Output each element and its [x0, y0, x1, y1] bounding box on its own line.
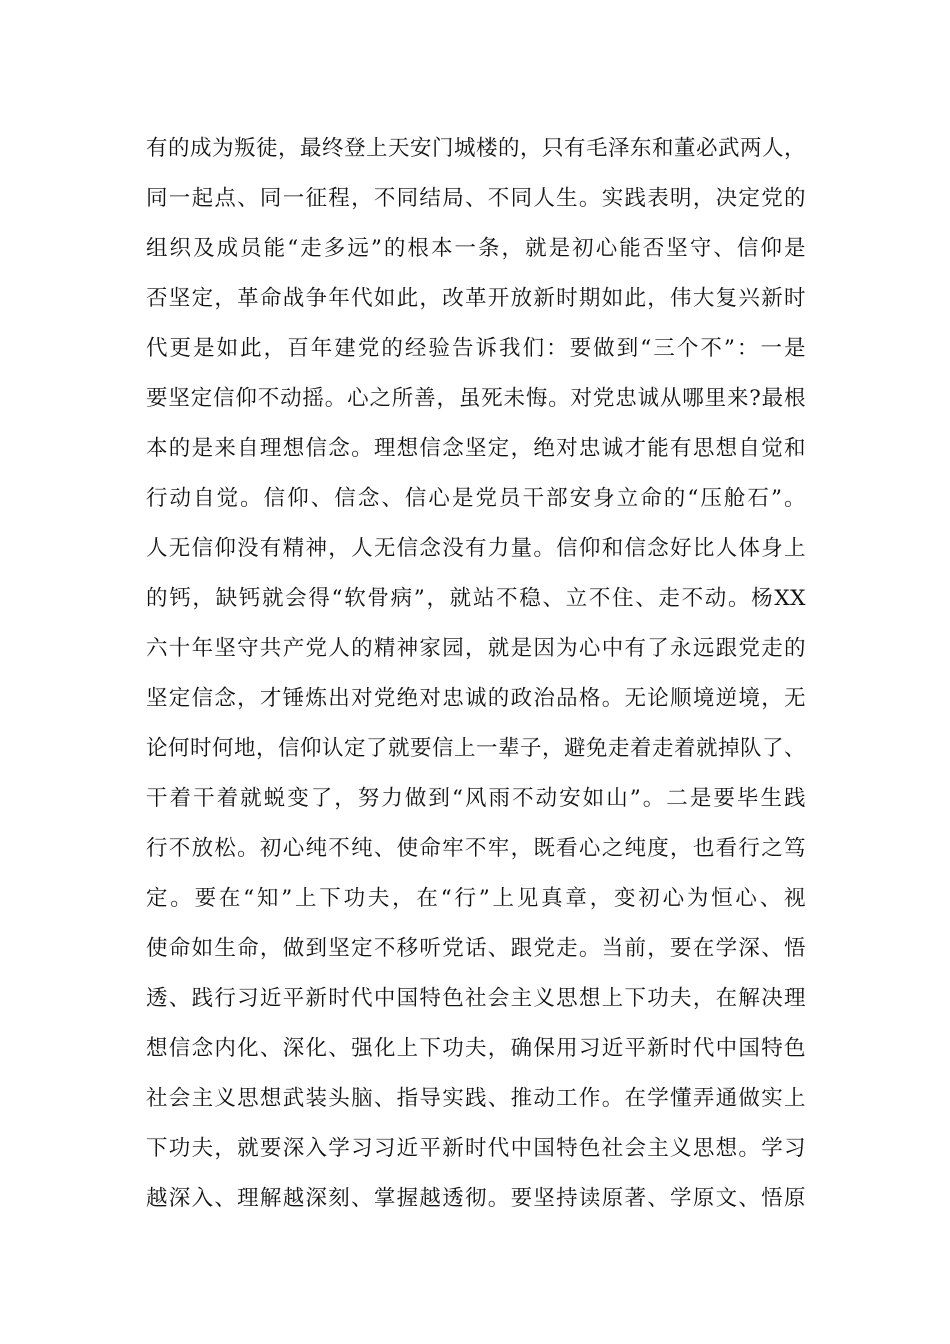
text-line: 行不放松。初心纯不纯、使命牢不牢，既看心之纯度，也看行之笃: [146, 836, 806, 861]
text-line: 本的是来自理想信念。理想信念坚定，绝对忠诚才能有思想自觉和: [146, 436, 806, 461]
text-line: 行动自觉。信仰、信念、信心是党员干部安身立命的“压舱石”。: [146, 486, 806, 511]
text-line: 的钙，缺钙就会得“软骨病”，就站不稳、立不住、走不动。杨XX: [146, 586, 806, 611]
text-line: 越深入、理解越深刻、掌握越透彻。要坚持读原著、学原文、悟原: [146, 1186, 806, 1211]
text-line: 社会主义思想武装头脑、指导实践、推动工作。在学懂弄通做实上: [146, 1086, 806, 1111]
text-line: 定。要在“知”上下功夫，在“行”上见真章，变初心为恒心、视: [146, 886, 806, 911]
text-line: 使命如生命，做到坚定不移听党话、跟党走。当前，要在学深、悟: [146, 936, 806, 961]
text-line: 代更是如此，百年建党的经验告诉我们：要做到“三个不”：一是: [146, 336, 806, 361]
text-line: 透、践行习近平新时代中国特色社会主义思想上下功夫，在解决理: [146, 986, 806, 1011]
text-line: 论何时何地，信仰认定了就要信上一辈子，避免走着走着就掉队了、: [146, 736, 807, 761]
text-line: 六十年坚守共产党人的精神家园，就是因为心中有了永远跟党走的: [146, 636, 806, 661]
text-line: 要坚定信仰不动摇。心之所善，虽死未悔。对党忠诚从哪里来?最根: [146, 386, 806, 411]
body-text: [146, 124, 806, 1224]
text-line: 有的成为叛徒，最终登上天安门城楼的，只有毛泽东和董必武两人，: [146, 136, 807, 161]
text-line: 否坚定，革命战争年代如此，改革开放新时期如此，伟大复兴新时: [146, 286, 806, 311]
text-line: 坚定信念，才锤炼出对党绝对忠诚的政治品格。无论顺境逆境，无: [146, 686, 806, 711]
text-line: 人无信仰没有精神，人无信念没有力量。信仰和信念好比人体身上: [146, 536, 806, 561]
text-line: 下功夫，就要深入学习习近平新时代中国特色社会主义思想。学习: [146, 1136, 806, 1161]
text-line: 组织及成员能“走多远”的根本一条，就是初心能否坚守、信仰是: [146, 236, 806, 261]
text-line: 同一起点、同一征程，不同结局、不同人生。实践表明，决定党的: [146, 186, 806, 211]
text-line: 干着干着就蜕变了，努力做到“风雨不动安如山”。二是要毕生践: [146, 786, 806, 811]
text-line: 想信念内化、深化、强化上下功夫，确保用习近平新时代中国特色: [146, 1036, 806, 1061]
